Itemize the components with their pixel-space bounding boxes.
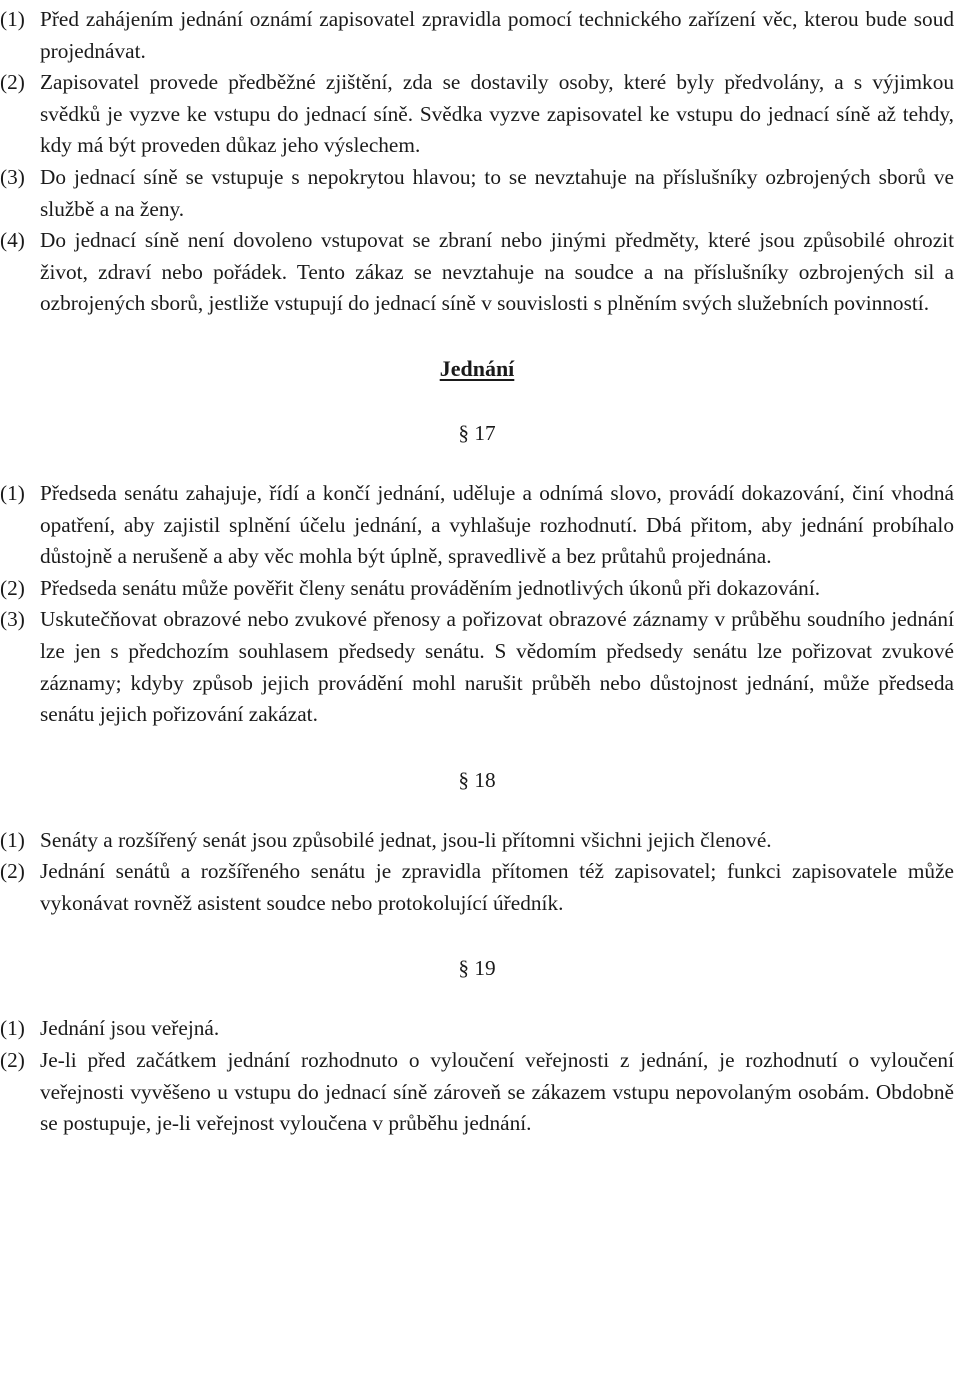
clause-text: Před zahájením jednání oznámí zapisovatel zpravidla pomocí technického zařízení věc, kterou bude soud projednávat. (40, 7, 954, 63)
clause-number: (3) (0, 164, 25, 189)
paragraph-heading: § 18 (458, 767, 496, 792)
spacer (0, 795, 954, 825)
clause-2 (0, 1045, 954, 1140)
paragraph-heading: § 19 (458, 956, 496, 981)
clause-1 (0, 1013, 954, 1045)
spacer (0, 983, 954, 1013)
clause-1 (0, 825, 954, 857)
clause-number: (4) (0, 228, 25, 253)
clause-number: (2) (0, 1048, 25, 1073)
clause-text: Jednání senátů a rozšířeného senátu je zpravidla přítomen též zapisovatel; funkci zapisovatele může vykonávat rovněž asistent soudce nebo protokolující úředník. (40, 859, 954, 915)
clause-text: Senáty a rozšířený senát jsou způsobilé jednat, jsou-li přítomni všichni jejich členové. (40, 827, 772, 852)
clause-text: Do jednací síně není dovoleno vstupovat se zbraní nebo jinými předměty, které jsou způsobilé ohrozit život, zdraví nebo pořádek. Tento zákaz se nevztahuje na soudce a na příslušníky ozbrojených sil a ozbrojených sborů, jestliže vstupují do jednací síně v souvislosti s plněním svých služebních povinností. (40, 228, 954, 316)
clause-text: Uskutečňovat obrazové nebo zvukové přenosy a pořizovat obrazové záznamy v průběhu soudního jednání lze jen s předchozím souhlasem předsedy senátu. S vědomím předsedy senátu lze pořizovat zvukové záznamy; kdyby způsob jejich provádění mohl narušit průběh nebo důstojnost jednání, může předseda senátu jejich pořizování zakázat. (40, 607, 954, 727)
paragraph-block-previous (0, 4, 954, 320)
paragraph-18 (0, 765, 954, 920)
clause-2 (0, 856, 954, 919)
clause-number: (2) (0, 859, 25, 884)
clause-text: Předseda senátu může pověřit členy senátu prováděním jednotlivých úkonů při dokazování. (40, 575, 821, 600)
spacer (0, 731, 954, 765)
paragraph-19 (0, 953, 954, 1139)
spacer (0, 384, 954, 418)
clause-2 (0, 573, 954, 605)
clause-number: (1) (0, 480, 25, 505)
clause-1 (0, 4, 954, 67)
spacer (0, 448, 954, 478)
clause-number: (1) (0, 7, 25, 31)
clause-text: Jednání jsou veřejná. (40, 1016, 220, 1041)
clause-3 (0, 604, 954, 730)
clause-number: (2) (0, 575, 25, 600)
clause-number: (1) (0, 827, 25, 852)
clause-text: Zapisovatel provede předběžné zjištění, zda se dostavily osoby, které byly předvolány, a s výjimkou svědků je vyzve ke vstupu do jednací síně. Svědka vyzve zapisovatel ke vstupu do jednací síně až tehdy, kdy má být proveden důkaz jeho výslechem. (40, 70, 954, 158)
clause-text: Je-li před začátkem jednání rozhodnuto o vyloučení veřejnosti z jednání, je rozhodnutí o vyloučení veřejnosti vyvěšeno u vstupu do jednací síně zároveň se zákazem vstupu nepovolaným osobám. Obdobně se postupuje, je-li veřejnost vyloučena v průběhu jednání. (40, 1048, 954, 1136)
paragraph-heading: § 17 (458, 420, 496, 445)
spacer (0, 919, 954, 953)
clause-number: (1) (0, 1016, 25, 1041)
section-title (0, 354, 954, 384)
clause-4 (0, 225, 954, 320)
spacer (0, 320, 954, 354)
clause-text: Předseda senátu zahajuje, řídí a končí jednání, uděluje a odnímá slovo, provádí dokazování, činí vhodná opatření, aby zajistil splnění účelu jednání, a vyhlašuje rozhodnutí. Dbá přitom, aby jednání probíhalo důstojně a nerušeně a aby věc mohla být úplně, spravedlivě a bez průtahů projednána. (40, 480, 954, 569)
section-title-text: Jednání (439, 355, 515, 381)
clause-1 (0, 478, 954, 573)
clause-3 (0, 162, 954, 225)
clause-text: Do jednací síně se vstupuje s nepokrytou hlavou; to se nevztahuje na příslušníky ozbrojených sborů ve službě a na ženy. (40, 164, 954, 221)
clause-number: (3) (0, 607, 25, 632)
paragraph-17 (0, 418, 954, 731)
clause-2 (0, 67, 954, 162)
clause-number: (2) (0, 70, 25, 95)
